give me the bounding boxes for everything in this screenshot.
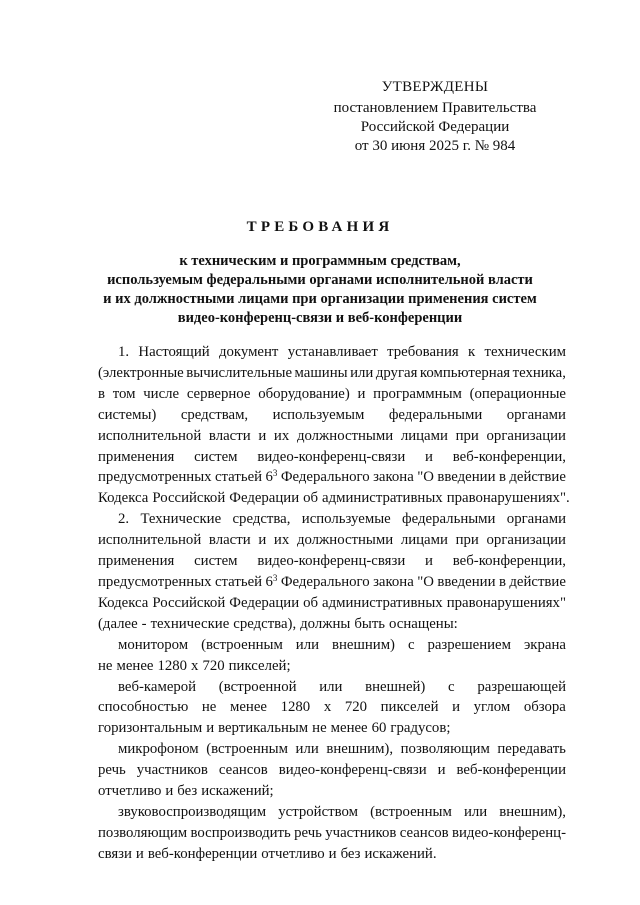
body-word: видео-конференц-связи [257, 553, 406, 570]
body-line [98, 635, 566, 656]
body-line [98, 530, 566, 551]
body-word: организации [486, 427, 566, 444]
body-word: программным [373, 385, 462, 402]
body-word: системы) [98, 406, 157, 423]
body-word: Федерального [280, 573, 370, 590]
body-line [98, 342, 566, 363]
body-word: внешней) [365, 678, 426, 695]
body-word: и [328, 845, 337, 862]
body-word: требования [387, 344, 459, 360]
body-word: правонарушениях". [446, 490, 570, 507]
body-word: сеансов [399, 824, 449, 841]
body-word: 720 [202, 657, 225, 674]
approval-line-3: от 30 июня 2025 г. № 984 [354, 138, 516, 154]
body-word: пикселей; [228, 657, 291, 674]
body-word: исполнительной [98, 427, 202, 444]
body-word: систем [194, 448, 238, 465]
body-word: техника, [512, 364, 566, 381]
body-line [98, 656, 566, 677]
body-word: (электронные [98, 364, 184, 381]
body-word: и [425, 553, 433, 570]
body-line [98, 426, 566, 447]
body-word: с [407, 636, 415, 653]
document-subtitle-line: видео-конференц-связи и веб-конференции [177, 310, 463, 326]
body-word: том [112, 385, 136, 402]
body-word: - [141, 615, 147, 632]
body-word: передавать [497, 741, 566, 758]
body-line [98, 467, 566, 488]
body-line [98, 405, 566, 426]
body-word: в [498, 469, 506, 486]
body-word: x [323, 699, 332, 716]
body-word: и [135, 845, 144, 862]
body-line [98, 760, 566, 781]
body-word: федеральными [402, 511, 496, 528]
body-word: лицами [400, 427, 448, 444]
body-word: используемым [272, 406, 365, 423]
body-word: веб-конференции, [452, 448, 566, 465]
superscript: 3 [272, 468, 278, 479]
body-word: звуковоспроизводящим [118, 803, 267, 820]
body-word: речь [294, 824, 322, 841]
body-word: $6^3$ [265, 572, 278, 590]
body-word: предусмотренных [98, 469, 212, 486]
body-word: числе [143, 385, 180, 402]
body-line [98, 844, 566, 865]
body-word: административных [322, 490, 443, 507]
body-word: x [191, 657, 199, 674]
document-subtitle-line: к техническим и программным средствам, [179, 253, 461, 269]
body-word: с [448, 678, 455, 695]
body-word: об [303, 594, 319, 611]
body-word: связи [98, 845, 132, 862]
body-word: власти [208, 532, 251, 549]
body-word: видео-конференц-связи [278, 762, 427, 779]
body-word: Кодекса [98, 490, 149, 507]
body-word: менее [116, 657, 154, 674]
body-word: Российской [152, 490, 226, 507]
body-word: градусов; [390, 720, 451, 737]
body-word: горизонтальным [98, 720, 203, 737]
body-word: применения [98, 448, 175, 465]
body-word: действие [509, 469, 566, 486]
body-word: их [273, 532, 290, 549]
body-word: другая [375, 364, 418, 381]
body-word: технические [150, 615, 230, 632]
body-word: углом [473, 699, 511, 716]
body-word: отчетливо [261, 845, 325, 862]
body-word: позволяющим [98, 824, 188, 841]
body-word: и [425, 448, 433, 465]
body-line [98, 509, 566, 530]
body-word: видео-конференц-связи [257, 448, 406, 465]
body-word: или [350, 364, 374, 381]
body-line [98, 739, 566, 760]
body-word: Федерального [280, 469, 370, 486]
body-word: веб-конференции, [452, 553, 566, 570]
document-title-block [70, 218, 570, 328]
body-word: власти [208, 427, 251, 444]
body-word: экрана [523, 636, 566, 653]
body-word: искажений; [201, 783, 274, 800]
body-word: применения [98, 553, 175, 570]
body-word: разрешающей [477, 678, 566, 695]
body-word: в [498, 573, 506, 590]
body-line [98, 488, 570, 509]
body-word: устанавливает [287, 344, 378, 360]
body-line [98, 384, 566, 405]
body-word: (встроенным [206, 741, 288, 758]
body-word: средства), [233, 615, 297, 632]
superscript: 3 [272, 572, 278, 583]
body-word: машины [294, 364, 348, 381]
body-line [98, 363, 566, 384]
body-word: и [258, 532, 267, 549]
body-word: и [165, 783, 174, 800]
body-word: Российской [152, 594, 226, 611]
body-word: быть [354, 615, 386, 632]
body-word: и [258, 427, 267, 444]
body-word: должностными [296, 427, 394, 444]
body-word: искажений. [364, 845, 437, 862]
body-word: Федерации [229, 490, 300, 507]
body-line [98, 677, 566, 698]
body-line [98, 551, 566, 572]
body-word: и [206, 720, 215, 737]
document-subtitle-line: и их должностными лицами при организации применения систем [103, 291, 537, 307]
body-word: должны [300, 615, 351, 632]
body-word: пикселей [380, 699, 439, 716]
body-word: вычислительные [186, 364, 293, 381]
body-word: их [273, 427, 290, 444]
body-word: действие [509, 573, 566, 590]
body-word: (далее [98, 615, 138, 632]
body-word: речь [98, 762, 126, 779]
body-word: организации [486, 532, 566, 549]
body-word: менее [330, 720, 368, 737]
body-word: внешним) [331, 636, 395, 653]
document-subtitle-line: используемым федеральными органами исполнительной власти [107, 272, 533, 288]
body-word: участников [136, 762, 208, 779]
body-word: внешним), [499, 803, 566, 820]
body-word: отчетливо [98, 783, 162, 800]
body-line [98, 802, 566, 823]
body-word: или [295, 741, 319, 758]
body-line [98, 593, 566, 614]
body-word: статьей [214, 573, 263, 590]
body-word: видео-конференц- [452, 824, 566, 841]
approved-heading: УТВЕРЖДЕНЫ [381, 79, 489, 95]
body-line [98, 572, 566, 593]
body-word: и [437, 762, 446, 779]
body-word: 1280 [280, 699, 311, 716]
body-word: 1280 [157, 657, 188, 674]
body-line [98, 697, 566, 718]
body-word: правонарушениях" [446, 594, 566, 611]
body-line [98, 823, 566, 844]
body-word: компьютерная [419, 364, 511, 381]
body-word: не [98, 657, 113, 674]
body-word: или [463, 803, 488, 820]
body-word: (встроенным [370, 803, 452, 820]
body-word: органами [506, 511, 566, 528]
body-word: документ [218, 344, 279, 360]
body-word: (встроенной [218, 678, 297, 695]
body-word: "О [417, 469, 434, 486]
body-word: веб-камерой [118, 678, 197, 695]
approval-line-2: Российской Федерации [360, 119, 510, 135]
body-word: в [98, 385, 105, 402]
body-word: средствам, [180, 406, 249, 423]
body-line [98, 718, 566, 739]
body-word: 2. [118, 511, 130, 528]
body-word: к [467, 344, 476, 360]
body-word: и [452, 699, 461, 716]
body-word: вертикальным [218, 720, 309, 737]
body-word: об [303, 490, 319, 507]
body-word: Кодекса [98, 594, 149, 611]
body-word: при [455, 427, 479, 444]
body-word: "О [417, 573, 434, 590]
body-word: без [340, 845, 361, 862]
body-word: должностными [296, 532, 394, 549]
body-line [98, 447, 566, 468]
body-word: используемые [301, 511, 391, 528]
body-word: Технические [140, 511, 222, 528]
body-word: систем [194, 553, 238, 570]
document-title: ТРЕБОВАНИЯ [246, 219, 394, 235]
body-word: Федерации [229, 594, 300, 611]
body-word: 720 [344, 699, 368, 716]
approval-line-1: постановлением Правительства [333, 100, 537, 116]
approval-stamp [330, 78, 540, 156]
body-word: исполнительной [98, 532, 202, 549]
body-word: 60 [371, 720, 387, 737]
body-word: оборудование) [258, 385, 350, 402]
body-word: монитором [118, 636, 189, 653]
body-word: введении [437, 573, 496, 590]
body-word: и [357, 385, 366, 402]
body-word: позволяющим [400, 741, 490, 758]
body-word: способностью [98, 699, 189, 716]
body-word: оснащены: [389, 615, 458, 632]
body-word: не [312, 720, 327, 737]
body-word: не [201, 699, 217, 716]
body-word: статьей [214, 469, 263, 486]
body-word: (встроенным [201, 636, 283, 653]
body-word: или [319, 678, 343, 695]
body-word: воспроизводить [190, 824, 291, 841]
body-word: введении [437, 469, 496, 486]
body-word: техническим [484, 344, 566, 360]
body-word: микрофоном [118, 741, 199, 758]
body-word: закона [373, 573, 414, 590]
body-line [98, 614, 566, 635]
body-word: закона [373, 469, 414, 486]
body-word: 1. [118, 344, 130, 360]
body-word: $6^3$ [265, 468, 278, 486]
document-body [98, 342, 570, 865]
body-word: Настоящий [138, 344, 210, 360]
body-word: средства, [232, 511, 291, 528]
body-word: или [295, 636, 320, 653]
body-word: федеральными [388, 406, 483, 423]
body-word: (операционные [469, 385, 566, 402]
body-word: лицами [400, 532, 448, 549]
body-word: предусмотренных [98, 573, 212, 590]
body-word: участников [325, 824, 397, 841]
body-word: сеансов [218, 762, 268, 779]
body-word: органами [506, 406, 566, 423]
body-word: менее [230, 699, 267, 716]
body-word: устройством [278, 803, 358, 820]
body-line [98, 781, 566, 802]
body-word: административных [322, 594, 443, 611]
body-word: серверное [186, 385, 251, 402]
body-word: разрешением [427, 636, 511, 653]
body-word: веб-конференции [456, 762, 566, 779]
body-word: обзора [523, 699, 566, 716]
body-word: внешним), [326, 741, 394, 758]
body-word: при [455, 532, 479, 549]
body-word: веб-конференции [147, 845, 258, 862]
body-word: без [177, 783, 198, 800]
